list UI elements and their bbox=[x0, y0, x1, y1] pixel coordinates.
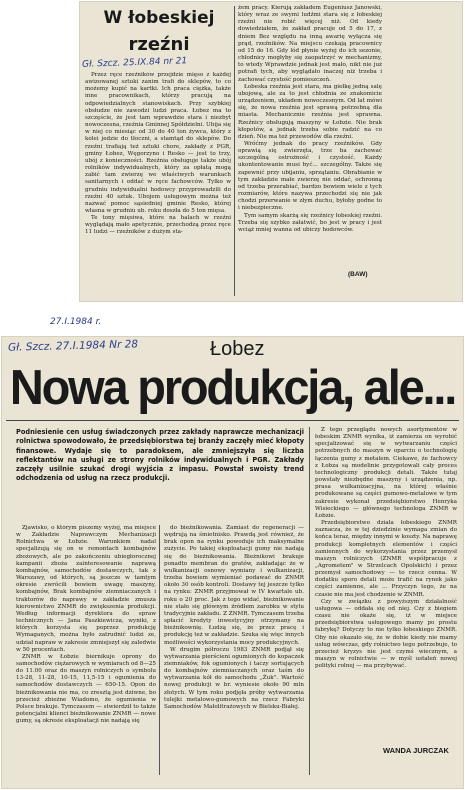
clipping1-col2-para: Łobeska rzeźnia jest stara, ma giełkę jedną salę ubojową, ale za to jest chłodnia ze znakomicie urządzeniem, układem nowoczesnym. Od lat mówi się, że nowa rzeźnia jest sprawą potrzebną dla miasta. Mechanicznie rzeźnia jest sprawna. Rzeźnicy obsługują maszyny w Łobzie. Nie brak kłopotów, a jednak trzeba sobie radzić na co dzień. Nie ma też przewodów dla rzeźni. bbox=[238, 83, 382, 140]
clipping2-signature: WANDA JURCZAK bbox=[383, 746, 449, 755]
clipping1-column-2 bbox=[238, 5, 382, 270]
date-note: 27.I.1984 r. bbox=[50, 317, 102, 327]
clipping2-column-rule bbox=[309, 427, 310, 775]
clipping-nowa-produkcja bbox=[2, 337, 463, 788]
clipping2-col3-para: Przedsiębiorstwo działa łobeskiego ZNMR zaznacza, że w tej dziedzinie wymaga zmian do końca teraz, między innymi w koszty. Na naprawę produkcji kompletnych elementów i części zamiennych do wykorzystania przez przemysł maszyn rolniczych (ZNMR współpracuje z „Agrometem" w Strzelcach Opolskich) i przez przemysł samochodowy — to rzecz cenna. W dodatku sporo detali może trafić na rynek jako części zamienne, ale ... Przyczyn tego, że na czasie nie ma jest chodzenie w ZNMR. bbox=[315, 520, 457, 598]
clipping2-col3-para: Czy w związku z powyższym działalność usługowa — oddała się od niej. Czy z biegiem czasu nie okaże się, iż w miejsce przedsiębiorstwa usługowego mamy po prostu fabrykę? Dotyczy to nie tylko łobeskiego ZNMR. Oby nie okazało się, że w dobie kiedy nie mamy usług wówczas, gdy rolnictwo tego potrzebuje, to przecież kryzys nie jest czymś wiecznym, a maszyn w rolnictwie — w myśl ustaleń nowej polityki rolnej — ma przybywać. bbox=[315, 598, 457, 670]
clipping1-col1-para: Przez ręce rzeźników przejdzie mięso z każdej awizowanej sztuki zanim trafi do sklepów, to co możemy kupić na kartki. Ich praca ciężka, także inne pracownikach, którzy pracują na odpowiedzialnych stanowiskach. Przy szybkiej obsłudze nie zawodzi ludzi praca. Łobez ma to szczęście, że jest tam wprawdzie stara i niezbyt nowoczesna, rzeźnia Gminnej Spółdzielni. Ubija się w niej co miesiąc od 30 do 40 ton żywca, który z kolei jedzie do tłoczni, a stamtąd do sklepów. Do rzeźni trafiają też sztuki chore, zakłady z PGR, gminy Łobez, Węgorzyno i Resko — jest to trzy, ubój z konieczności. Rzeźnia obsługuje także ubój rolników indywidualnych, który za opłatą mogą zabić tam zwierzę we właściwych warunkach sanitarnych i oddać w ręce fachowców. Tylko w grudniu indywidualni hodowcy przyprowadzili do rzeźni 40 sztuk. Ubojem usługowym można też nazwać pomoc sąsiedniej gminie Resko, której własna w grudniu ub. roku doszła do 5 ton mięsa. bbox=[85, 72, 231, 214]
clipping2-col2-para: do bieżnikowania. Zamiast do regeneracji — wędrują na śmietnisko. Prawdą jest również, że brak opon na rynku powoduje ich maksymalne zużycie. Po takiej eksploatacji gumy nie nadają się do bieżnikowania. Bieżnikowi brakuje ponadto membran do gratów, zakładając że w wulkanizacji osnowy wymiany i wulkanizacji, trzeba bowiem wymieniać podawać do ZNMR około 30 osób kontroli. Dostawy tej jeszcze tylko na rynku: ZNMR przyjmował w IV kwartale ub. roku o 20 proc. Jak z tego widać, bieżnikowanie nie stało się głównym źródłem zarobku w stylu tradycyjnie zakładu. Z ZNMR. Tymczasem trzeba spłacić kredyty inwestycyjny otrzymany na bieżnikownię. Łudzą się, że przez pracę i produkcję też w zakładzie. Szuka się więc innych możliwości wykorzystania mocy produkcyjnych. bbox=[164, 525, 304, 646]
clipping2-col1-para: ZNMR w Łobzie biernikuje oprony do samochodów ciężarowych w wymiarach od 8—25 do 11.00 oraz do maszyn rolniczych o symbolu 13-28, 11-28, 10-15, 11,5-15 i ogumienia do samochodów dostawczych — 650-15. Opon do bieżnikowania nie ma, co zresztą jest dziwne, bo przecież zbieżne Wiadomo, że ogumienia w Polsce brakuje. Tymczasem — stwierdził to także potencjalni klienci bieżnikowanie ZNMR — nowe gumy, są okresie eksploatacji nie nadają się bbox=[16, 653, 156, 725]
clipping2-kicker: Łobez bbox=[210, 338, 265, 360]
clipping2-column-2 bbox=[164, 525, 304, 775]
clipping1-title-line1: W łobeskiej bbox=[103, 8, 215, 28]
clipping2-headline: Nowa produkcja, ale... bbox=[9, 358, 456, 415]
clipping1-handwritten-note: Gł. Szcz. 25.IX.84 nr 21 bbox=[81, 56, 188, 70]
clipping2-col2-para: W drugim półroczu 1983 ZNMR podjął się wytwarzania pierścieni ogumionych do kopaczek ziemniaków, fok ogumionych i taczy sortujących do kombajnów ziemniaczanych oraz taśm do wytwarzania kół do samochodu „Żuk". Wartość nowej produkcji w br. wyniesie około 90 mln złotych. W tym roku podjęła próby wytwarzania tulejki metalowo-gumowych na rzecz Fabryki Samochodów Małolitrażowych w Bielsku-Białej. bbox=[164, 646, 304, 710]
clipping-rzeznia bbox=[80, 2, 462, 301]
clipping2-column-3 bbox=[315, 427, 457, 741]
clipping1-col2-para: Tym samym skarżą się rzeźnicy łobeskiej rzeźni. Trzeba się szybko załatwić, bo jest w pracy i jest wciąż mniej wanna od ubiczy hodowców. bbox=[238, 212, 382, 233]
clipping2-lead: Podniesienie cen usług świadczonych przez zakłady naprawcze mechanizacji rolnictwa spowodowało, że przedsiębiorstwa tej branży zaczęły mieć kłopoty finansowe. Wydaje się to paradoksem, ale zmniejszyła się liczba reflektantów na usługi ze strony rolników indywidualnych i PGR. Zakłady zaczęły usilnie szukać drogi wyjścia z impasu. Powstał swoisty trend odchodzenia od usług na rzecz produkcji. bbox=[16, 428, 304, 483]
clipping2-column-rule bbox=[159, 525, 160, 775]
clipping2-col1-para: Zjawisko, o którym piszemy wyżej, ma miejsce w Zakładzie Naprawczym Mechanizacji Rolnictwa w Łobzie. Warunkiem nadal specjalizują się on w remontach kombajnów zbożowych, ale po zakończeniu ubiegłorocznej kampanii zboża zainteresowanie naprawą kombajnów, samochodów dostawczych, tak z Warszawy, od których, są jeszcze w tamtym okresie zwrócili bowiem uwagę maszyny, kombajnów, Brak kombajnów ziemniaczanych i traktorów do naprawy w zakładzie zmusza kierownictwo ZNMR do zwiększenia produkcji. Według informacji dyrektora do spraw technicznych — Jana Paszkiewicza, wyniki, z których korzysta się poprzez produkcję Wymaganych, można było zatrudnić ludzi ze, udział napraw w zakresie zmniejszył się zaledwie w 50 procentach. bbox=[16, 525, 156, 653]
clipping1-col2-para: żem pracy. Kierują zakładem Eugeniusz Janowski, który wraz ze swymi ludźmi stara się z łobeskiej rzeźni nie robić więcej niż. Od kiedy dowiedziałem, że zakład pracuje od 5 do 17, z dniem Bez względu na inną awarię wyłącza się prąd, rzeźników. Na miejscu czekają pracownicy od 15 do 16. Gdy lód płynie wyżej do ich sezonie, chłodnicy mogłyby się zaopatrzyć w mechanizmy, to wtedy Wprawdzie jednak jest mało, nikt nie już potrafi tych, aby wyglądało inaczej niż trzeba i zachować czystość pomieszczeń. bbox=[238, 5, 382, 83]
headline-rule bbox=[6, 420, 459, 421]
clipping2-column-1 bbox=[16, 525, 156, 775]
clipping1-col1-para: Te tony mięsiwa, które na halach w rzeźni wyglądają mało apetycznie, przechodzą przez ręce 11 ludzi — rzeźników z dużym sta- bbox=[85, 215, 231, 236]
clipping2-source-note: Gł. Szcz. 27.I.1984 Nr 28 bbox=[7, 338, 139, 354]
clipping1-col2-para: Wróćmy jednak do pracy rzeźników. Gdy oprawią się zwierzęta, trze ba zachować szczególną ostrożność i czystość. Każdy ukontentowanie musi być... szczególny. Także się zapewnić przy ubijaniu, sprzątaniu. Obrabianie w tym zakładzie małe zwierzę nie oddać, ochronną od trzeba przerabiać, bardzo bowiem wiele z tych rozmiarów, które nazywa przechodzi się nie jak chodzi przerwanie w złym duchu, byłoby godne to i niebezpieczne. bbox=[238, 140, 382, 212]
clipping2-col3-para: Z tego przeglądu nowych asortymentów w łobeskim ZNMR wynika, iż zamierza on wyrobić specjalizować się w wytwarzaniu części potrzebnych do maszyn w oparciu o technologię łączenia gumy z metalem. Ciekawe, że fachowcy z Łobza są modelinie przygotowali cały proces technologiczny produkcji detali. Także tutaj powstały niezbędne maszyny i urządzenia, np. prasa wulkanizacyjna, na której właśnie produkowane są części gumowo-metalowe w tym zakresie wykonał przedsiębiorstwo Henryka Wisieckiego — głównego technologa ZNMR w Łobzie. bbox=[315, 427, 457, 519]
clipping1-signature: (BAW) bbox=[348, 271, 368, 278]
clipping1-column-1 bbox=[85, 72, 231, 298]
clipping1-column-rule bbox=[234, 6, 235, 296]
clipping1-title-line2: rzeźni bbox=[128, 34, 190, 55]
